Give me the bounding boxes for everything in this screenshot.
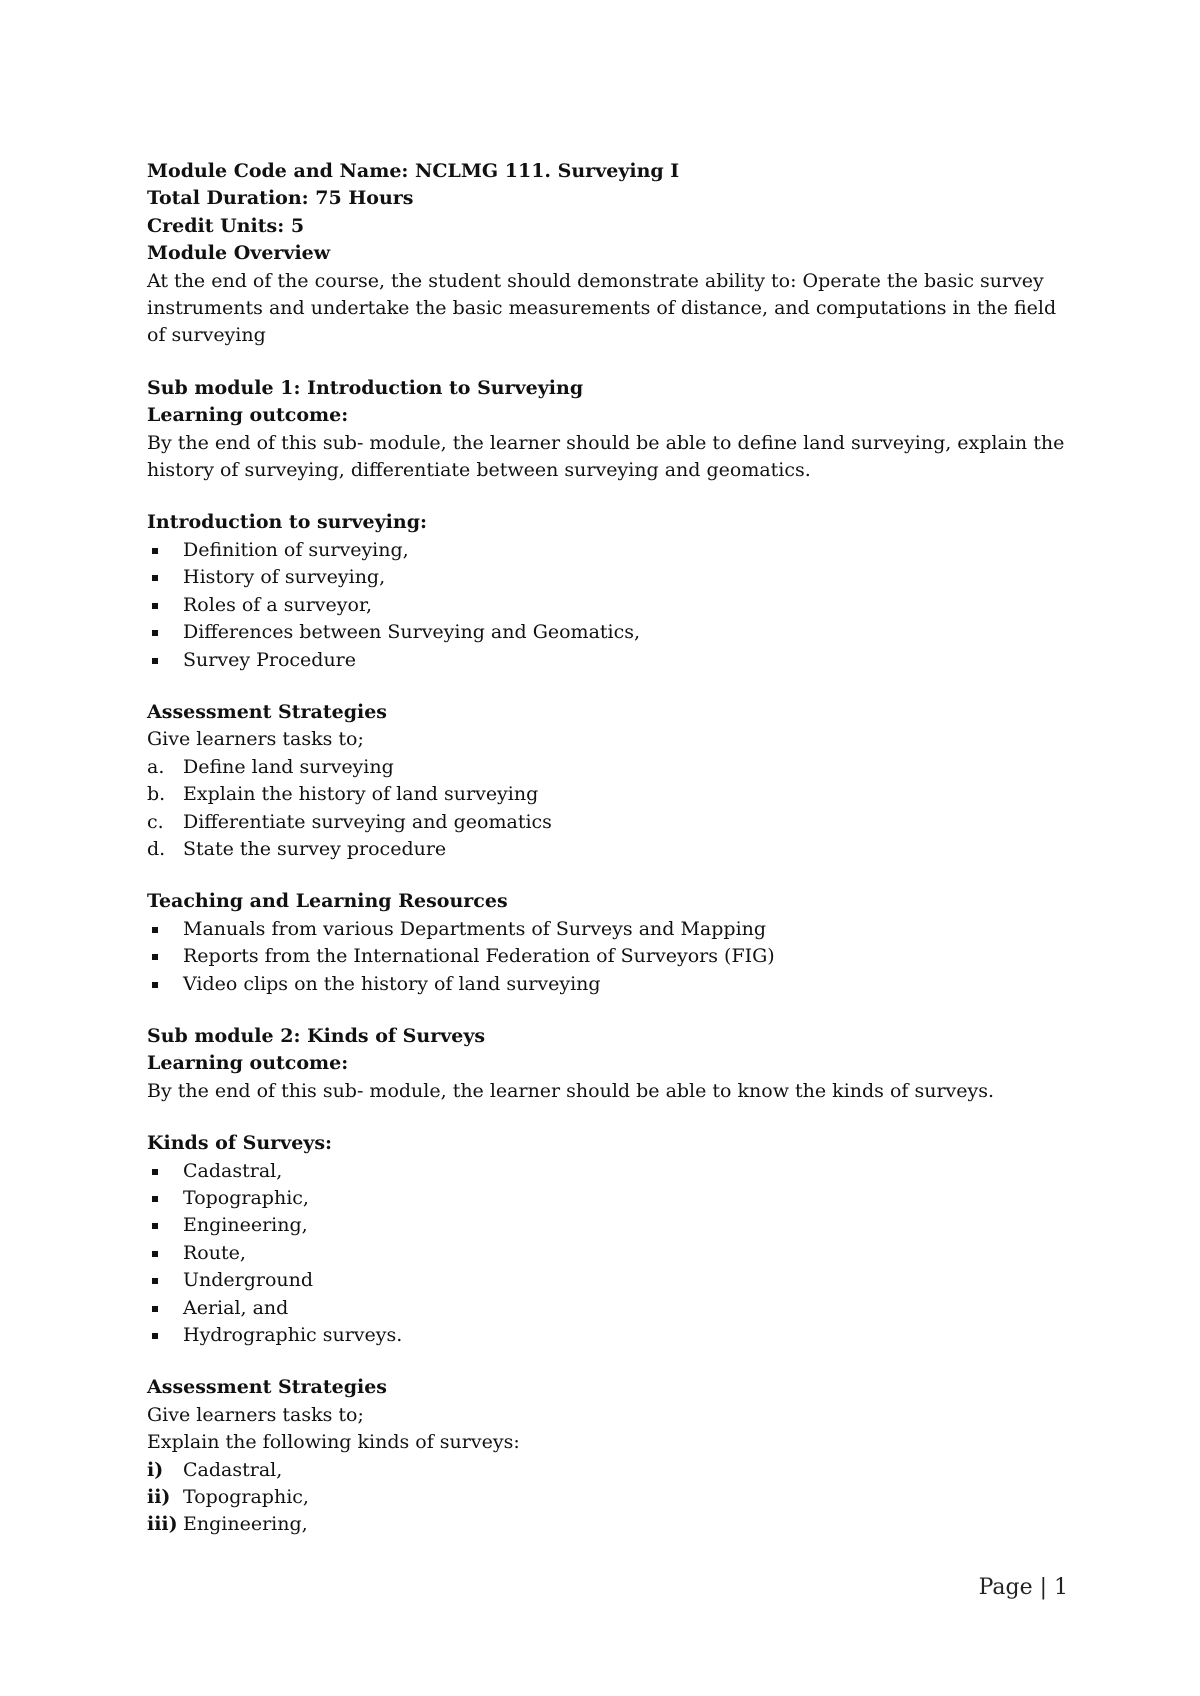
sub-module-1-resources-heading: Teaching and Learning Resources [147,890,508,913]
list-item: Differences between Surveying and Geomatics, [147,619,1067,646]
sub-module-2-topics-list [147,1158,1067,1350]
spacer [147,1105,1067,1130]
page-number: Page | 1 [978,1575,1068,1600]
sub-module-2-outcome-heading: Learning outcome: [147,1052,349,1075]
credit-units: Credit Units: 5 [147,214,305,237]
sub-module-1-assessment-intro: Give learners tasks to; [147,728,364,751]
list-item: c. Differentiate surveying and geomatics [147,810,552,833]
square-bullet-icon [152,954,158,960]
total-duration: Total Duration: 75 Hours [147,187,414,210]
module-code-name: Module Code and Name: NCLMG 111. Surveying I [147,160,680,182]
list-item: iii) Engineering, [147,1513,308,1536]
square-bullet-icon [152,575,158,581]
sub-module-1-topics-heading: Introduction to surveying: [147,511,428,534]
list-item: Survey Procedure [147,647,1067,674]
list-item: b. Explain the history of land surveying [147,783,539,806]
sub-module-1-assessment-list [147,754,1067,864]
list-item: ii) Topographic, [147,1486,309,1509]
square-bullet-icon [152,630,158,636]
square-bullet-icon [152,1333,158,1339]
list-item: Aerial, and [147,1295,1067,1322]
sub-module-1-assessment-heading: Assessment Strategies [147,700,387,723]
list-item: Route, [147,1240,1067,1267]
square-bullet-icon [152,982,158,988]
list-item: History of surveying, [147,564,1067,591]
spacer [147,484,1067,509]
sub-module-2-assessment-lead: Explain the following kinds of surveys: [147,1431,520,1454]
list-item: Roles of a surveyor, [147,592,1067,619]
sub-module-2-outcome-text: By the end of this sub- module, the learner should be able to know the kinds of surveys. [147,1079,995,1102]
sub-module-2-assessment-intro: Give learners tasks to; [147,1403,364,1426]
sub-module-1-resources-list [147,916,1067,998]
square-bullet-icon [152,603,158,609]
list-item: i) Cadastral, [147,1458,283,1481]
list-item: Video clips on the history of land surveying [147,971,1067,998]
square-bullet-icon [152,1196,158,1202]
square-bullet-icon [152,1223,158,1229]
square-bullet-icon [152,1278,158,1284]
list-item: Definition of surveying, [147,537,1067,564]
spacer [147,674,1067,699]
list-item: Manuals from various Departments of Surveys and Mapping [147,916,1067,943]
square-bullet-icon [152,658,158,664]
document-body [147,158,1067,1539]
sub-module-1-outcome-heading: Learning outcome: [147,404,349,427]
list-item: Cadastral, [147,1158,1067,1185]
square-bullet-icon [152,1169,158,1175]
sub-module-2-assessment-heading: Assessment Strategies [147,1376,387,1399]
sub-module-1-outcome-text: By the end of this sub- module, the learner should be able to define land surveying, explain the history of surveying, differentiate between surveying and geomatics. [147,431,1065,482]
spacer [147,1349,1067,1374]
spacer [147,863,1067,888]
list-item: Hydrographic surveys. [147,1322,1067,1349]
square-bullet-icon [152,1306,158,1312]
sub-module-2-topics-heading: Kinds of Surveys: [147,1132,333,1155]
sub-module-1-topics-list [147,537,1067,674]
module-overview-text: At the end of the course, the student should demonstrate ability to: Operate the basic survey instruments and undertake the basic measurements of distance, and computations in the field of surveying [147,269,1057,347]
square-bullet-icon [152,548,158,554]
sub-module-2-assessment-list [147,1457,1067,1539]
list-item: Underground [147,1267,1067,1294]
list-item: d. State the survey procedure [147,837,447,860]
list-item: Reports from the International Federation of Surveyors (FIG) [147,943,1067,970]
spacer [147,350,1067,375]
square-bullet-icon [152,1251,158,1257]
list-item: Topographic, [147,1185,1067,1212]
spacer [147,998,1067,1023]
sub-module-2-title: Sub module 2: Kinds of Surveys [147,1024,486,1047]
sub-module-1-title: Sub module 1: Introduction to Surveying [147,376,584,399]
list-item: Engineering, [147,1212,1067,1239]
list-item: a. Define land surveying [147,755,394,778]
square-bullet-icon [152,927,158,933]
module-overview-heading: Module Overview [147,242,331,265]
